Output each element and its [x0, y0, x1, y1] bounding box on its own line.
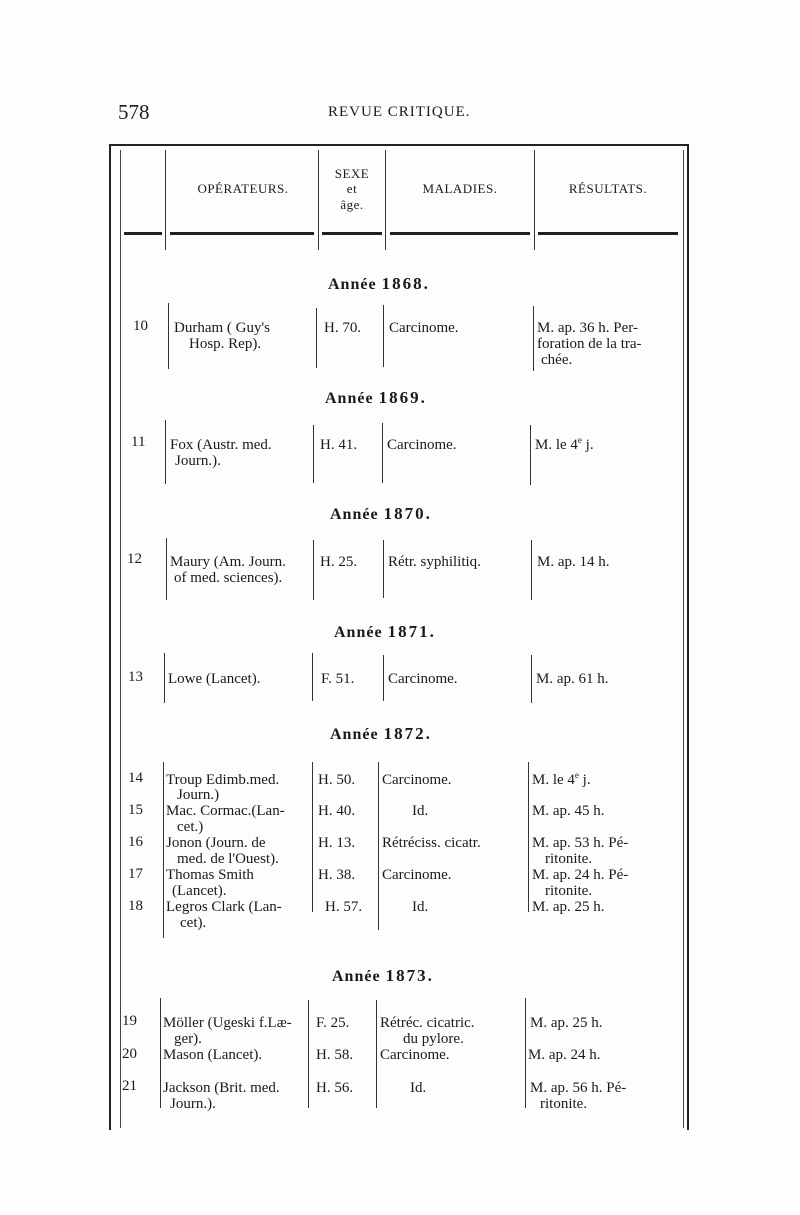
year-heading-1868 — [328, 274, 430, 294]
bracket-bar — [316, 308, 317, 368]
row-number: 11 — [131, 434, 146, 450]
header-maladies: MALADIES. — [422, 181, 498, 196]
operator-line: Möller (Ugeski f.Læ- — [163, 1015, 292, 1031]
operator-line: cet.) — [177, 819, 204, 835]
operator-line: Thomas Smith — [166, 867, 254, 883]
operator-line: Fox (Austr. med. — [170, 437, 272, 453]
operator-line: Journ.). — [170, 1096, 216, 1112]
result-text: M. le 4 — [535, 437, 578, 453]
sex-age: H. 41. — [320, 437, 358, 453]
year-heading-1870 — [330, 504, 432, 524]
sex-age: H. 57. — [325, 899, 363, 915]
operator-line: of med. sciences). — [174, 570, 283, 586]
year-heading-1871 — [334, 622, 436, 642]
disease: Id. — [412, 899, 429, 915]
row-number: 12 — [127, 551, 142, 567]
row-number: 16 — [128, 834, 143, 850]
bracket-bar — [533, 306, 534, 371]
header-sexe: SEXE — [334, 166, 370, 181]
year-value: 1870. — [383, 504, 432, 523]
operator-line: med. de l'Ouest). — [177, 851, 279, 867]
operator-line: Mac. Cormac.(Lan- — [166, 803, 285, 819]
year-heading-1872 — [330, 724, 432, 744]
year-label: Année — [328, 276, 377, 293]
bracket-bar — [383, 540, 384, 598]
disease: Carcinome. — [387, 437, 457, 453]
header-rule — [390, 232, 530, 235]
header-divider — [534, 150, 535, 250]
bracket-bar — [166, 538, 167, 600]
result-line: ritonite. — [545, 883, 593, 899]
bracket-bar — [383, 655, 384, 701]
operator-line: Journ.) — [177, 787, 220, 803]
year-heading-1873 — [332, 966, 434, 986]
result-text: j. — [578, 772, 591, 788]
bracket-bar — [312, 762, 313, 912]
result-line — [532, 770, 591, 788]
bracket-bar — [383, 305, 384, 367]
row-number: 14 — [128, 770, 143, 786]
result-text: j. — [581, 437, 594, 453]
result-line: chée. — [541, 352, 573, 368]
bracket-bar — [525, 998, 526, 1108]
operator-line: Mason (Lancet). — [163, 1047, 263, 1063]
year-label: Année — [330, 726, 379, 743]
operator-line: ger). — [174, 1031, 202, 1047]
sex-age: H. 25. — [320, 554, 358, 570]
disease: Id. — [412, 803, 429, 819]
operator-line: cet). — [180, 915, 207, 931]
row-number: 17 — [128, 866, 143, 882]
header-rule — [170, 232, 314, 235]
year-value: 1873. — [385, 966, 434, 985]
bracket-bar — [313, 425, 314, 483]
sex-age: H. 13. — [318, 835, 356, 851]
header-age: âge. — [340, 197, 364, 212]
header-rule — [322, 232, 382, 235]
bracket-bar — [528, 762, 529, 912]
row-number: 18 — [128, 898, 143, 914]
year-heading-1869 — [325, 388, 427, 408]
row-number: 21 — [122, 1078, 137, 1094]
header-operateurs: OPÉRATEURS. — [197, 181, 289, 196]
result-line: M. ap. 61 h. — [536, 671, 609, 687]
result-line: M. ap. 56 h. Pé- — [530, 1080, 627, 1096]
bracket-bar — [382, 423, 383, 483]
bracket-bar — [308, 1000, 309, 1108]
header-rule — [124, 232, 162, 235]
sex-age: H. 38. — [318, 867, 356, 883]
disease: Rétr. syphilitiq. — [388, 554, 481, 570]
year-value: 1872. — [383, 724, 432, 743]
operator-line: Jackson (Brit. med. — [163, 1080, 280, 1096]
sex-age: F. 25. — [316, 1015, 350, 1031]
sex-age: F. 51. — [321, 671, 355, 687]
header-divider — [318, 150, 319, 250]
disease: Rétréc. cicatric. — [380, 1015, 475, 1031]
result-line — [535, 435, 594, 453]
result-line: M. ap. 14 h. — [537, 554, 610, 570]
header-divider — [385, 150, 386, 250]
operator-line: Journ.). — [175, 453, 221, 469]
operator-line: (Lancet). — [172, 883, 227, 899]
result-text: M. le 4 — [532, 772, 575, 788]
row-number: 19 — [122, 1013, 137, 1029]
bracket-bar — [163, 762, 164, 938]
bracket-bar — [378, 762, 379, 930]
operator-line: Legros Clark (Lan- — [166, 899, 282, 915]
operator-line: Hosp. Rep). — [189, 336, 262, 352]
page-number: 578 — [118, 100, 150, 124]
operator-line: Troup Edimb.med. — [166, 772, 280, 788]
sex-age: H. 40. — [318, 803, 356, 819]
result-line: M. ap. 24 h. Pé- — [532, 867, 629, 883]
row-number: 10 — [133, 318, 148, 334]
row-number: 20 — [122, 1046, 137, 1062]
disease: Carcinome. — [382, 867, 452, 883]
year-label: Année — [330, 506, 379, 523]
result-line: M. ap. 25 h. — [532, 899, 605, 915]
header-resultats: RÉSULTATS. — [568, 181, 648, 196]
result-line: foration de la tra- — [537, 336, 642, 352]
year-label: Année — [334, 624, 383, 641]
row-number: 13 — [128, 669, 143, 685]
bracket-bar — [531, 655, 532, 703]
bracket-bar — [160, 998, 161, 1108]
sex-age: H. 58. — [316, 1047, 354, 1063]
bracket-bar — [168, 303, 169, 369]
superscript: e — [577, 435, 582, 445]
disease: Id. — [410, 1080, 427, 1096]
result-line: M. ap. 45 h. — [532, 803, 605, 819]
superscript: e — [574, 770, 579, 780]
sex-age: H. 50. — [318, 772, 356, 788]
operator-line: Lowe (Lancet). — [168, 671, 261, 687]
disease: Carcinome. — [380, 1047, 450, 1063]
row-number: 15 — [128, 802, 143, 818]
year-label: Année — [332, 968, 381, 985]
sex-age: H. 56. — [316, 1080, 354, 1096]
disease: Carcinome. — [388, 671, 458, 687]
operator-line: Maury (Am. Journ. — [170, 554, 286, 570]
bracket-bar — [164, 653, 165, 703]
year-value: 1871. — [387, 622, 436, 641]
result-line: M. ap. 53 h. Pé- — [532, 835, 629, 851]
disease: Carcinome. — [382, 772, 452, 788]
header-rule — [538, 232, 678, 235]
result-line: ritonite. — [545, 851, 593, 867]
year-value: 1869. — [378, 388, 427, 407]
bracket-bar — [165, 420, 166, 484]
result-line: ritonite. — [540, 1096, 588, 1112]
bracket-bar — [312, 653, 313, 701]
disease: Carcinome. — [389, 320, 459, 336]
result-line: M. ap. 24 h. — [528, 1047, 601, 1063]
header-divider — [165, 150, 166, 250]
bracket-bar — [376, 1000, 377, 1108]
sex-age: H. 70. — [324, 320, 362, 336]
disease: Rétréciss. cicatr. — [382, 835, 481, 851]
bracket-bar — [313, 540, 314, 600]
header-et: et — [346, 181, 358, 196]
disease: du pylore. — [403, 1031, 464, 1047]
year-value: 1868. — [381, 274, 430, 293]
bracket-bar — [530, 425, 531, 485]
running-title: REVUE CRITIQUE. — [328, 104, 471, 120]
operator-line: Durham ( Guy's — [174, 320, 271, 336]
result-line: M. ap. 36 h. Per- — [537, 320, 638, 336]
operator-line: Jonon (Journ. de — [166, 835, 266, 851]
result-line: M. ap. 25 h. — [530, 1015, 603, 1031]
bracket-bar — [531, 540, 532, 600]
year-label: Année — [325, 390, 374, 407]
